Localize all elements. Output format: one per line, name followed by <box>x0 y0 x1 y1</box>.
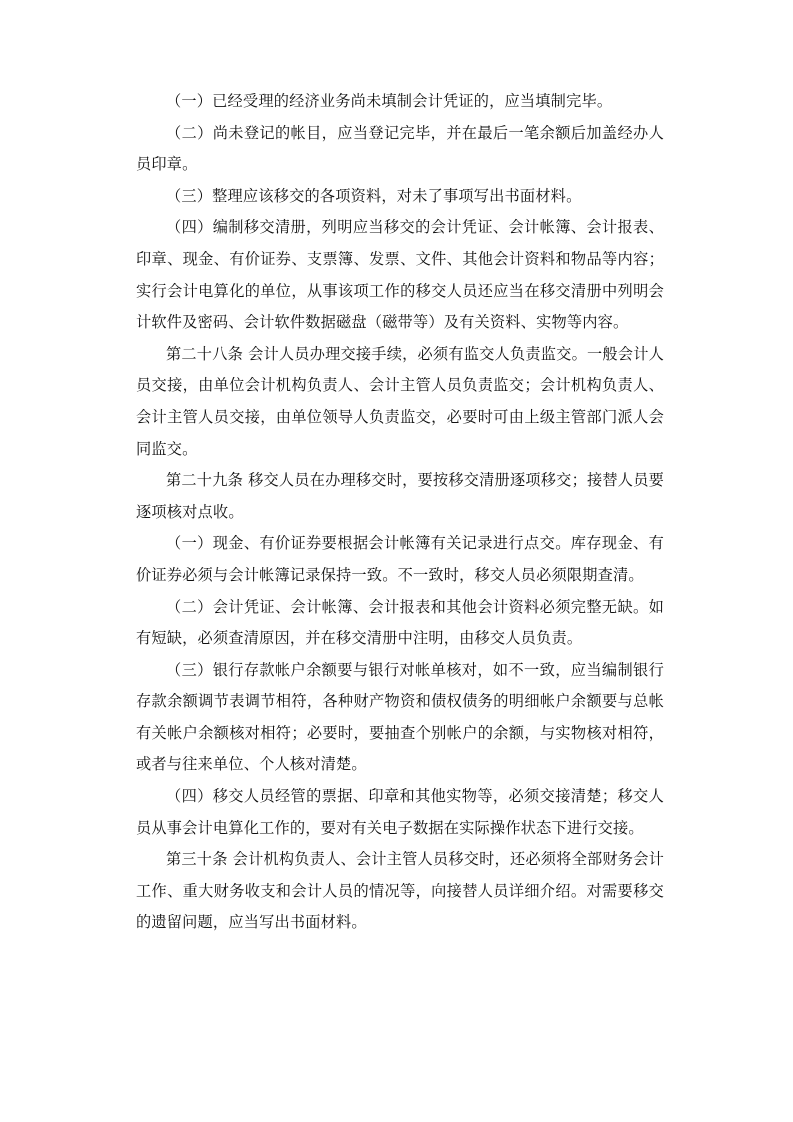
paragraph-article-29: 第二十九条 移交人员在办理移交时，要按移交清册逐项移交；接替人员要逐项核对点收。 <box>136 471 664 521</box>
paragraph-item-5: （一）现金、有价证券要根据会计帐簿有关记录进行点交。库存现金、有价证券必须与会计帐簿记录保持一致。不一致时，移交人员必须限期查清。 <box>136 534 664 584</box>
paragraph-item-3: （三）整理应该移交的各项资料，对未了事项写出书面材料。 <box>166 186 582 205</box>
paragraph-item-6: （二）会计凭证、会计帐簿、会计报表和其他会计资料必须完整无缺。如有短缺，必须查清原因，并在移交清册中注明，由移交人员负责。 <box>136 597 664 648</box>
paragraph-item-1: （一）已经受理的经济业务尚未填制会计凭证的，应当填制完毕。 <box>166 92 613 110</box>
paragraph-article-28: 第二十八条 会计人员办理交接手续，必须有监交人负责监交。一般会计人员交接，由单位会计机构负责人、会计主管人员负责监交；会计机构负责人、会计主管人员交接，由单位领导人负责监交，必要时可由上级主管部门派人会同监交。 <box>136 344 664 458</box>
paragraph-item-8: （四）移交人员经管的票据、印章和其他实物等，必须交接清楚；移交人员从事会计电算化工作的，要对有关电子数据在实际操作状态下进行交接。 <box>136 787 664 837</box>
paragraph-article-30: 第三十条 会计机构负责人、会计主管人员移交时，还必须将全部财务会计工作、重大财务收支和会计人员的情况等，向接替人员详细介绍。对需要移交的遗留问题，应当写出书面材料。 <box>136 850 664 932</box>
document-body <box>136 86 664 939</box>
paragraph-item-7: （三）银行存款帐户余额要与银行对帐单核对，如不一致，应当编制银行存款余额调节表调节相符，各种财产物资和债权债务的明细帐户余额要与总帐有关帐户余额核对相符；必要时，要抽查个别帐户的余额，与实物核对相符，或者与往来单位、个人核对清楚。 <box>136 660 664 774</box>
paragraph-item-4: （四）编制移交清册，列明应当移交的会计凭证、会计帐簿、会计报表、印章、现金、有价证券、支票簿、发票、文件、其他会计资料和物品等内容；实行会计电算化的单位，从事该项工作的移交人员还应当在移交清册中列明会计软件及密码、会计软件数据磁盘（磁带等）及有关资料、实物等内容。 <box>136 218 664 332</box>
paragraph-item-2: （二）尚未登记的帐目，应当登记完毕，并在最后一笔余额后加盖经办人员印章。 <box>136 123 664 174</box>
